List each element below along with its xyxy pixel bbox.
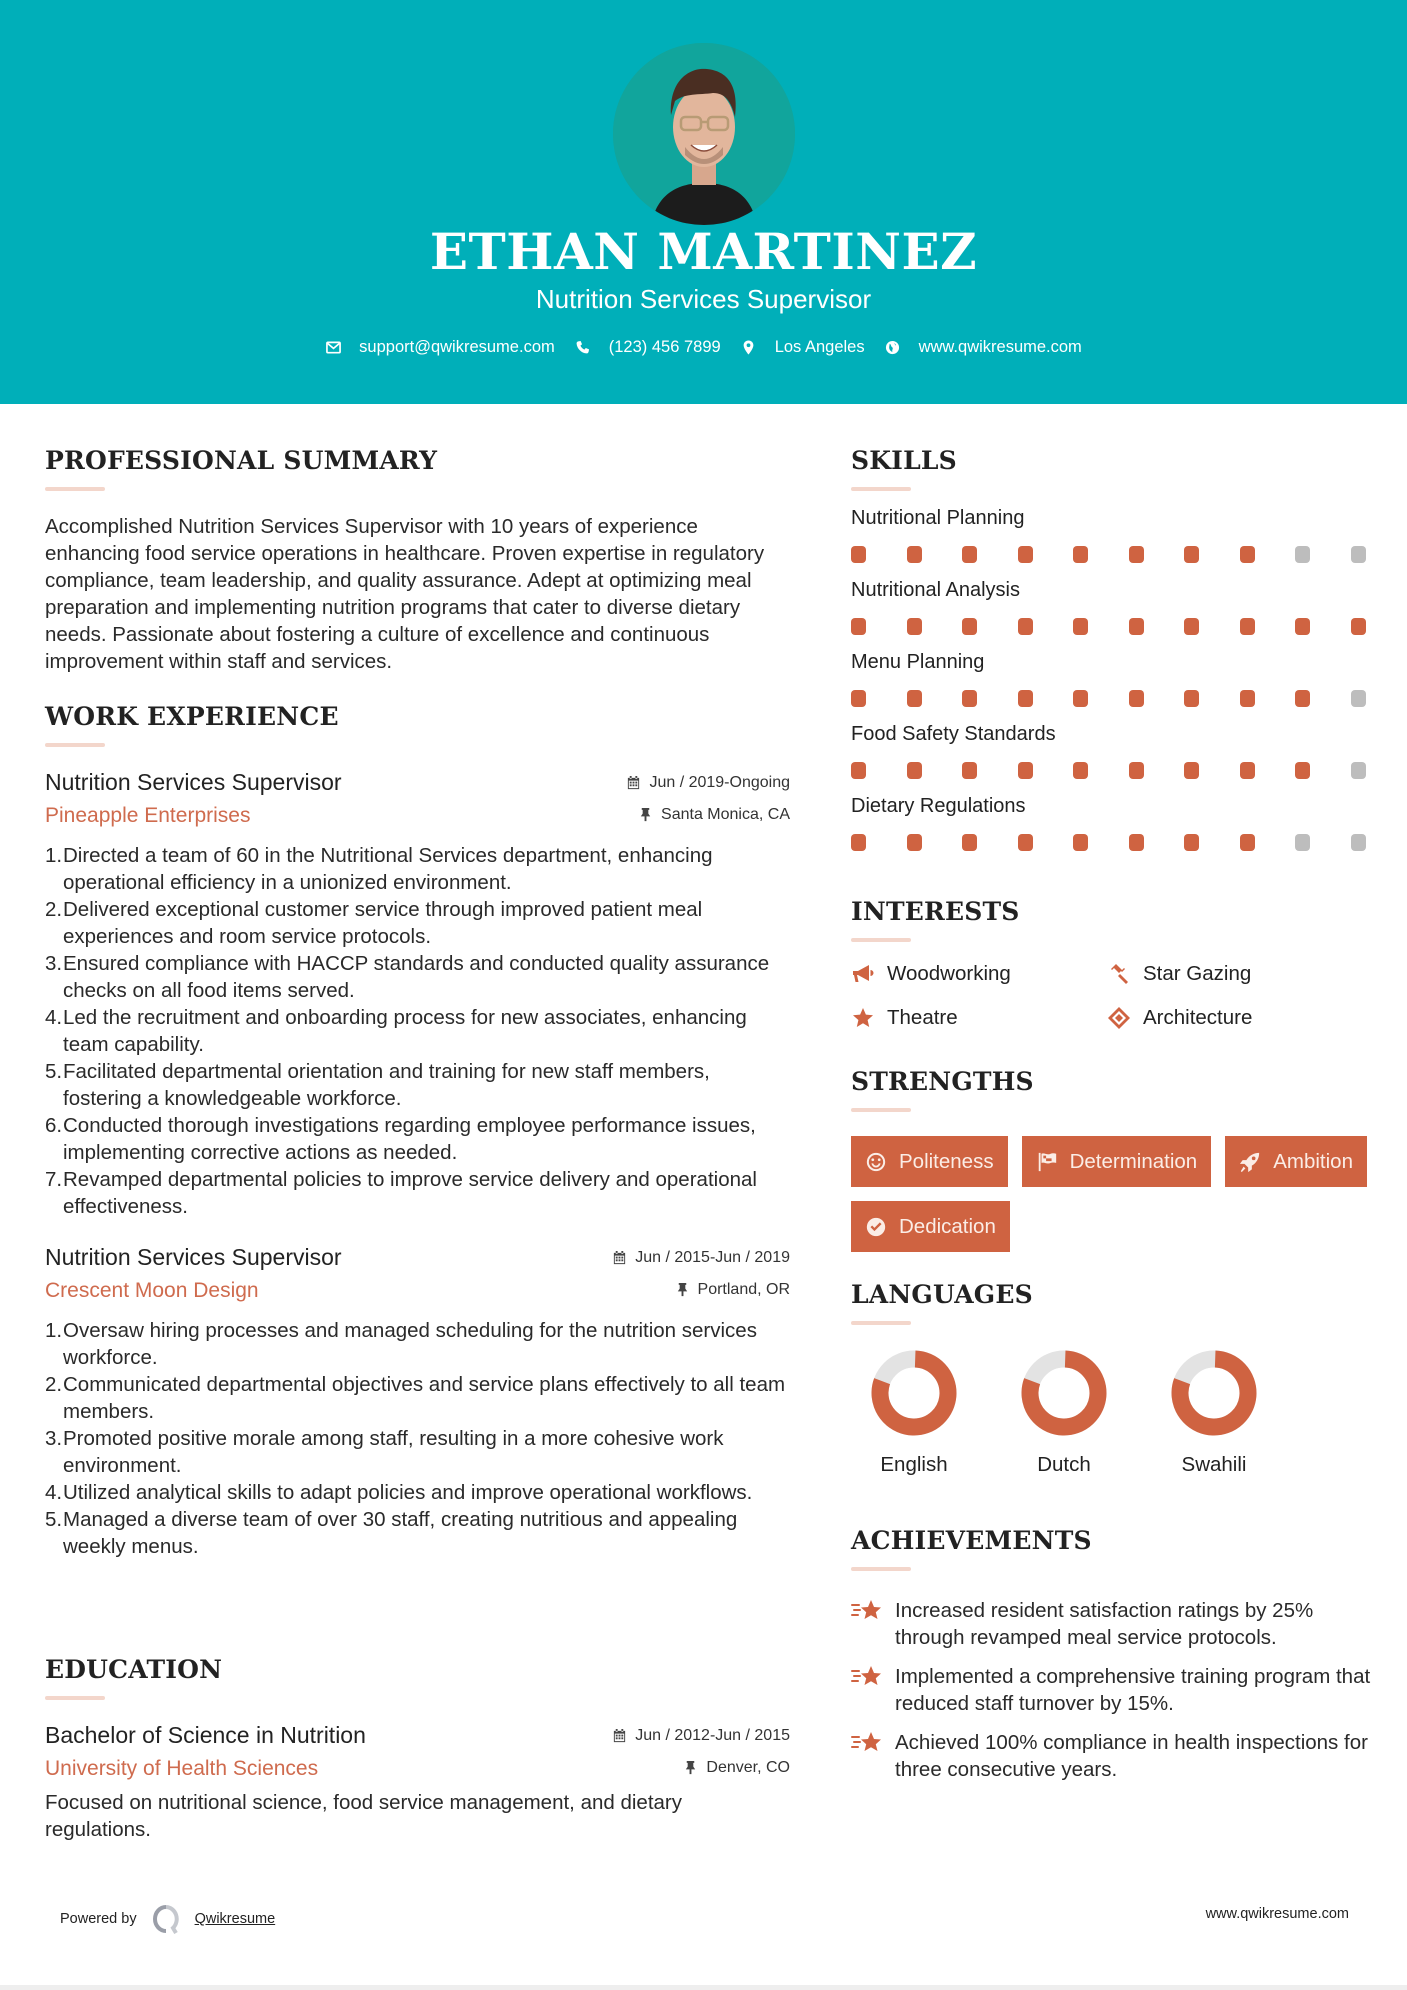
job-entry-1 bbox=[45, 769, 790, 1220]
skill-name: Menu Planning bbox=[851, 651, 985, 673]
heading-underline bbox=[851, 938, 911, 942]
calendar-icon bbox=[612, 1728, 627, 1743]
profile-photo bbox=[613, 43, 795, 225]
skill-dot-empty bbox=[1295, 834, 1310, 851]
candidate-name: ETHAN MARTINEZ bbox=[429, 222, 978, 281]
skill-item bbox=[851, 723, 1371, 779]
skill-rating bbox=[851, 546, 1366, 563]
skill-dot-filled bbox=[1018, 546, 1033, 563]
strength-label: Dedication bbox=[899, 1214, 996, 1238]
strength-label: Politeness bbox=[899, 1149, 994, 1173]
education-dates-text: Jun / 2012-Jun / 2015 bbox=[635, 1726, 790, 1744]
interest-label: Architecture bbox=[1143, 1006, 1253, 1029]
achievement-text: Achieved 100% compliance in health inspections for three consecutive years. bbox=[895, 1731, 1368, 1781]
skill-dot-filled bbox=[1184, 762, 1199, 779]
list-item: 2. Communicated departmental objectives and service plans effectively to all team members. bbox=[45, 1373, 786, 1423]
language-proficiency-donut bbox=[1170, 1349, 1258, 1437]
skill-rating bbox=[851, 618, 1366, 635]
map-marker-icon bbox=[741, 340, 757, 356]
skill-dot-filled bbox=[851, 546, 866, 563]
skill-dot-filled bbox=[1018, 762, 1033, 779]
star-icon bbox=[851, 1006, 875, 1030]
experience-section bbox=[45, 702, 790, 1560]
skill-dot-filled bbox=[1351, 618, 1366, 635]
skill-name: Food Safety Standards bbox=[851, 723, 1056, 745]
skill-dot-empty bbox=[1351, 690, 1366, 707]
strengths-list bbox=[851, 1136, 1371, 1252]
list-item: 1. Directed a team of 60 in the Nutritional Services department, enhancing operational efficiency in a unionized environment. bbox=[45, 844, 713, 894]
degree-title: Bachelor of Science in Nutrition bbox=[45, 1722, 366, 1748]
thumbtack-icon bbox=[638, 807, 653, 822]
skill-dot-filled bbox=[1184, 834, 1199, 851]
skill-dot-filled bbox=[1184, 546, 1199, 563]
section-heading-summary: PROFESSIONAL SUMMARY bbox=[45, 446, 438, 475]
section-heading-skills: SKILLS bbox=[851, 446, 957, 475]
heading-underline bbox=[45, 487, 105, 491]
skill-item bbox=[851, 795, 1371, 851]
list-item: 6. Conducted thorough investigations regarding employee performance issues, implementing corrective actions as needed. bbox=[45, 1114, 756, 1164]
avatar-illustration bbox=[613, 43, 795, 225]
skill-dot-filled bbox=[1129, 834, 1144, 851]
calendar-icon bbox=[626, 775, 641, 790]
skill-dot-filled bbox=[1129, 690, 1144, 707]
interest-label: Star Gazing bbox=[1143, 962, 1252, 985]
skill-dot-empty bbox=[1295, 546, 1310, 563]
job-dates bbox=[612, 1249, 790, 1267]
skill-rating bbox=[851, 762, 1366, 779]
skill-dot-filled bbox=[1073, 834, 1088, 851]
company-name: Pineapple Enterprises bbox=[45, 804, 251, 827]
list-item: 1. Oversaw hiring processes and managed scheduling for the nutrition services workforce. bbox=[45, 1319, 757, 1369]
skill-dot-filled bbox=[1240, 546, 1255, 563]
job-bullets bbox=[45, 842, 790, 1220]
skill-dot-filled bbox=[907, 762, 922, 779]
skill-item bbox=[851, 579, 1371, 635]
flag-checkered-icon bbox=[1036, 1151, 1058, 1173]
education-dates bbox=[612, 1727, 790, 1745]
achievement-text: Increased resident satisfaction ratings by 25% through revamped meal service protocols. bbox=[895, 1599, 1314, 1649]
strength-badge bbox=[851, 1201, 1010, 1252]
job-dates-text: Jun / 2019-Ongoing bbox=[649, 773, 790, 791]
interest-item bbox=[851, 1006, 1107, 1030]
skills-list bbox=[851, 507, 1371, 851]
heading-underline bbox=[851, 1108, 911, 1112]
skill-dot-empty bbox=[1351, 762, 1366, 779]
contact-location bbox=[741, 338, 865, 357]
job-location bbox=[638, 806, 790, 824]
job-location-text: Portland, OR bbox=[697, 1280, 790, 1298]
skill-dot-filled bbox=[1073, 618, 1088, 635]
job-location bbox=[675, 1281, 790, 1299]
contact-bar bbox=[0, 338, 1407, 357]
skill-dot-filled bbox=[1129, 762, 1144, 779]
interest-item bbox=[851, 962, 1107, 986]
rocket-icon bbox=[1239, 1151, 1261, 1173]
skill-dot-filled bbox=[1295, 690, 1310, 707]
check-circle-icon bbox=[865, 1216, 887, 1238]
language-item bbox=[979, 1349, 1149, 1477]
powered-by-label: Powered by bbox=[60, 1911, 137, 1927]
skill-dot-filled bbox=[962, 618, 977, 635]
section-heading-education: EDUCATION bbox=[45, 1655, 223, 1684]
language-proficiency-donut bbox=[1020, 1349, 1108, 1437]
strength-badge bbox=[1022, 1136, 1212, 1187]
skill-dot-filled bbox=[907, 690, 922, 707]
shooting-star-icon bbox=[851, 1597, 885, 1627]
skill-dot-filled bbox=[962, 546, 977, 563]
job-bullets bbox=[45, 1317, 790, 1560]
job-title: Nutrition Services Supervisor bbox=[45, 769, 342, 795]
ticket-icon bbox=[1107, 1006, 1131, 1030]
list-item: 4. Led the recruitment and onboarding process for new associates, enhancing team capability. bbox=[45, 1006, 747, 1056]
skill-dot-filled bbox=[851, 762, 866, 779]
contact-email-text: support@qwikresume.com bbox=[359, 338, 555, 356]
skill-dot-filled bbox=[962, 690, 977, 707]
strengths-section bbox=[851, 1067, 1371, 1252]
list-item: 5. Facilitated departmental orientation and training for new staff members, fostering a knowledgeable workforce. bbox=[45, 1060, 710, 1110]
heading-underline bbox=[45, 743, 105, 747]
skill-dot-filled bbox=[962, 834, 977, 851]
interests-list bbox=[851, 962, 1371, 1030]
smile-icon bbox=[865, 1151, 887, 1173]
strength-label: Determination bbox=[1069, 1149, 1198, 1173]
skill-dot-empty bbox=[1351, 834, 1366, 851]
skill-rating bbox=[851, 834, 1366, 851]
strength-badge bbox=[851, 1136, 1008, 1187]
skill-item bbox=[851, 507, 1371, 563]
languages-list bbox=[851, 1349, 1371, 1477]
language-item bbox=[829, 1349, 999, 1477]
interest-item bbox=[1107, 1006, 1357, 1030]
list-item: 7. Revamped departmental policies to improve service delivery and operational effectiveness. bbox=[45, 1168, 757, 1218]
candidate-title: Nutrition Services Supervisor bbox=[535, 284, 872, 314]
contact-website-text: www.qwikresume.com bbox=[918, 338, 1082, 356]
section-heading-interests: INTERESTS bbox=[851, 897, 1020, 926]
footer-url[interactable]: www.qwikresume.com bbox=[1205, 1906, 1349, 1922]
phone-icon bbox=[575, 340, 591, 356]
education-section bbox=[45, 1655, 790, 1843]
achievement-item bbox=[851, 1597, 1371, 1651]
page-footer bbox=[0, 1898, 1407, 1934]
education-description: Focused on nutritional science, food service management, and dietary regulations. bbox=[45, 1791, 683, 1841]
skills-section bbox=[851, 446, 1371, 851]
skill-rating bbox=[851, 690, 1366, 707]
language-name: Dutch bbox=[1037, 1453, 1091, 1476]
summary-section bbox=[45, 446, 790, 675]
skill-name: Nutritional Analysis bbox=[851, 579, 1020, 601]
qwikresume-logo-icon bbox=[151, 1904, 181, 1934]
resume-header bbox=[0, 0, 1407, 404]
education-location-text: Denver, CO bbox=[706, 1758, 790, 1776]
job-title: Nutrition Services Supervisor bbox=[45, 1244, 342, 1270]
list-item: 3. Promoted positive morale among staff, resulting in a more cohesive work environment. bbox=[45, 1427, 724, 1477]
summary-text: Accomplished Nutrition Services Supervisor with 10 years of experience enhancing food service operations in healthcare. Proven expertise in regulatory compliance, team leadership, and quality assurance. Adept at optimizing meal preparation and implementing nutrition programs that cater to diverse dietary needs. Passionate about fostering a culture of excellence and continuous improvement within staff and services. bbox=[45, 515, 765, 673]
job-location-text: Santa Monica, CA bbox=[661, 805, 790, 823]
education-location bbox=[683, 1759, 790, 1777]
interests-section bbox=[851, 897, 1371, 1030]
job-dates-text: Jun / 2015-Jun / 2019 bbox=[635, 1248, 790, 1266]
skill-dot-filled bbox=[962, 762, 977, 779]
skill-dot-filled bbox=[1129, 618, 1144, 635]
envelope-icon bbox=[325, 340, 341, 356]
list-item: 5. Managed a diverse team of over 30 staff, creating nutritious and appealing weekly menus. bbox=[45, 1508, 738, 1558]
bullhorn-icon bbox=[851, 962, 875, 986]
interest-label: Theatre bbox=[887, 1006, 958, 1029]
skill-dot-empty bbox=[1351, 546, 1366, 563]
section-heading-experience: WORK EXPERIENCE bbox=[45, 702, 339, 731]
achievement-item bbox=[851, 1663, 1371, 1717]
skill-dot-filled bbox=[851, 618, 866, 635]
language-proficiency-donut bbox=[870, 1349, 958, 1437]
skill-dot-filled bbox=[1240, 762, 1255, 779]
skill-dot-filled bbox=[1073, 690, 1088, 707]
globe-icon bbox=[885, 340, 901, 356]
skill-dot-filled bbox=[851, 690, 866, 707]
contact-location-text: Los Angeles bbox=[774, 338, 865, 356]
interest-item bbox=[1107, 962, 1357, 986]
interest-label: Woodworking bbox=[887, 962, 1011, 985]
qwikresume-link[interactable]: Qwikresume bbox=[194, 1911, 276, 1927]
job-entry-2 bbox=[45, 1244, 790, 1560]
school-name: University of Health Sciences bbox=[45, 1757, 319, 1780]
contact-email[interactable] bbox=[325, 338, 555, 357]
page-bottom-edge bbox=[0, 1985, 1407, 1990]
section-heading-languages: LANGUAGES bbox=[851, 1280, 1033, 1309]
list-item: 2. Delivered exceptional customer service through improved patient meal experiences and room service protocols. bbox=[45, 898, 703, 948]
skill-dot-filled bbox=[1129, 546, 1144, 563]
skill-dot-filled bbox=[907, 834, 922, 851]
skill-name: Dietary Regulations bbox=[851, 795, 1026, 817]
heading-underline bbox=[851, 487, 911, 491]
section-heading-strengths: STRENGTHS bbox=[851, 1067, 1034, 1096]
powered-by bbox=[60, 1904, 275, 1934]
skill-dot-filled bbox=[1295, 618, 1310, 635]
skill-dot-filled bbox=[1018, 618, 1033, 635]
skill-dot-filled bbox=[1018, 690, 1033, 707]
language-item bbox=[1129, 1349, 1299, 1477]
contact-phone[interactable] bbox=[575, 338, 721, 357]
skill-dot-filled bbox=[1240, 618, 1255, 635]
contact-phone-text: (123) 456 7899 bbox=[608, 338, 721, 356]
section-heading-achievements: ACHIEVEMENTS bbox=[851, 1526, 1092, 1555]
list-item: 4. Utilized analytical skills to adapt policies and improve operational workflows. bbox=[45, 1481, 753, 1504]
languages-section bbox=[851, 1280, 1371, 1477]
thumbtack-icon bbox=[683, 1760, 698, 1775]
achievements-section bbox=[851, 1526, 1371, 1783]
language-name: English bbox=[880, 1453, 948, 1476]
heading-underline bbox=[45, 1696, 105, 1700]
skill-dot-filled bbox=[1240, 690, 1255, 707]
skill-dot-filled bbox=[1184, 618, 1199, 635]
strength-label: Ambition bbox=[1273, 1149, 1353, 1173]
skill-item bbox=[851, 651, 1371, 707]
shooting-star-icon bbox=[851, 1663, 885, 1693]
list-item: 3. Ensured compliance with HACCP standards and conducted quality assurance checks on all food items served. bbox=[45, 952, 770, 1002]
thumbtack-icon bbox=[675, 1282, 690, 1297]
skill-dot-filled bbox=[907, 618, 922, 635]
calendar-icon bbox=[612, 1250, 627, 1265]
heading-underline bbox=[851, 1567, 911, 1571]
company-name: Crescent Moon Design bbox=[45, 1279, 259, 1302]
job-dates bbox=[626, 774, 790, 792]
shooting-star-icon bbox=[851, 1729, 885, 1759]
skill-dot-filled bbox=[1295, 762, 1310, 779]
skill-dot-filled bbox=[1184, 690, 1199, 707]
skill-dot-filled bbox=[1018, 834, 1033, 851]
heading-underline bbox=[851, 1321, 911, 1325]
achievement-item bbox=[851, 1729, 1371, 1783]
skill-name: Nutritional Planning bbox=[851, 507, 1025, 529]
contact-website[interactable] bbox=[885, 338, 1082, 357]
skill-dot-filled bbox=[907, 546, 922, 563]
language-name: Swahili bbox=[1181, 1453, 1247, 1476]
skill-dot-filled bbox=[1073, 546, 1088, 563]
strength-badge bbox=[1225, 1136, 1367, 1187]
skill-dot-filled bbox=[1073, 762, 1088, 779]
skill-dot-filled bbox=[1240, 834, 1255, 851]
achievement-text: Implemented a comprehensive training program that reduced staff turnover by 15%. bbox=[895, 1665, 1371, 1715]
skill-dot-filled bbox=[851, 834, 866, 851]
gavel-icon bbox=[1107, 962, 1131, 986]
